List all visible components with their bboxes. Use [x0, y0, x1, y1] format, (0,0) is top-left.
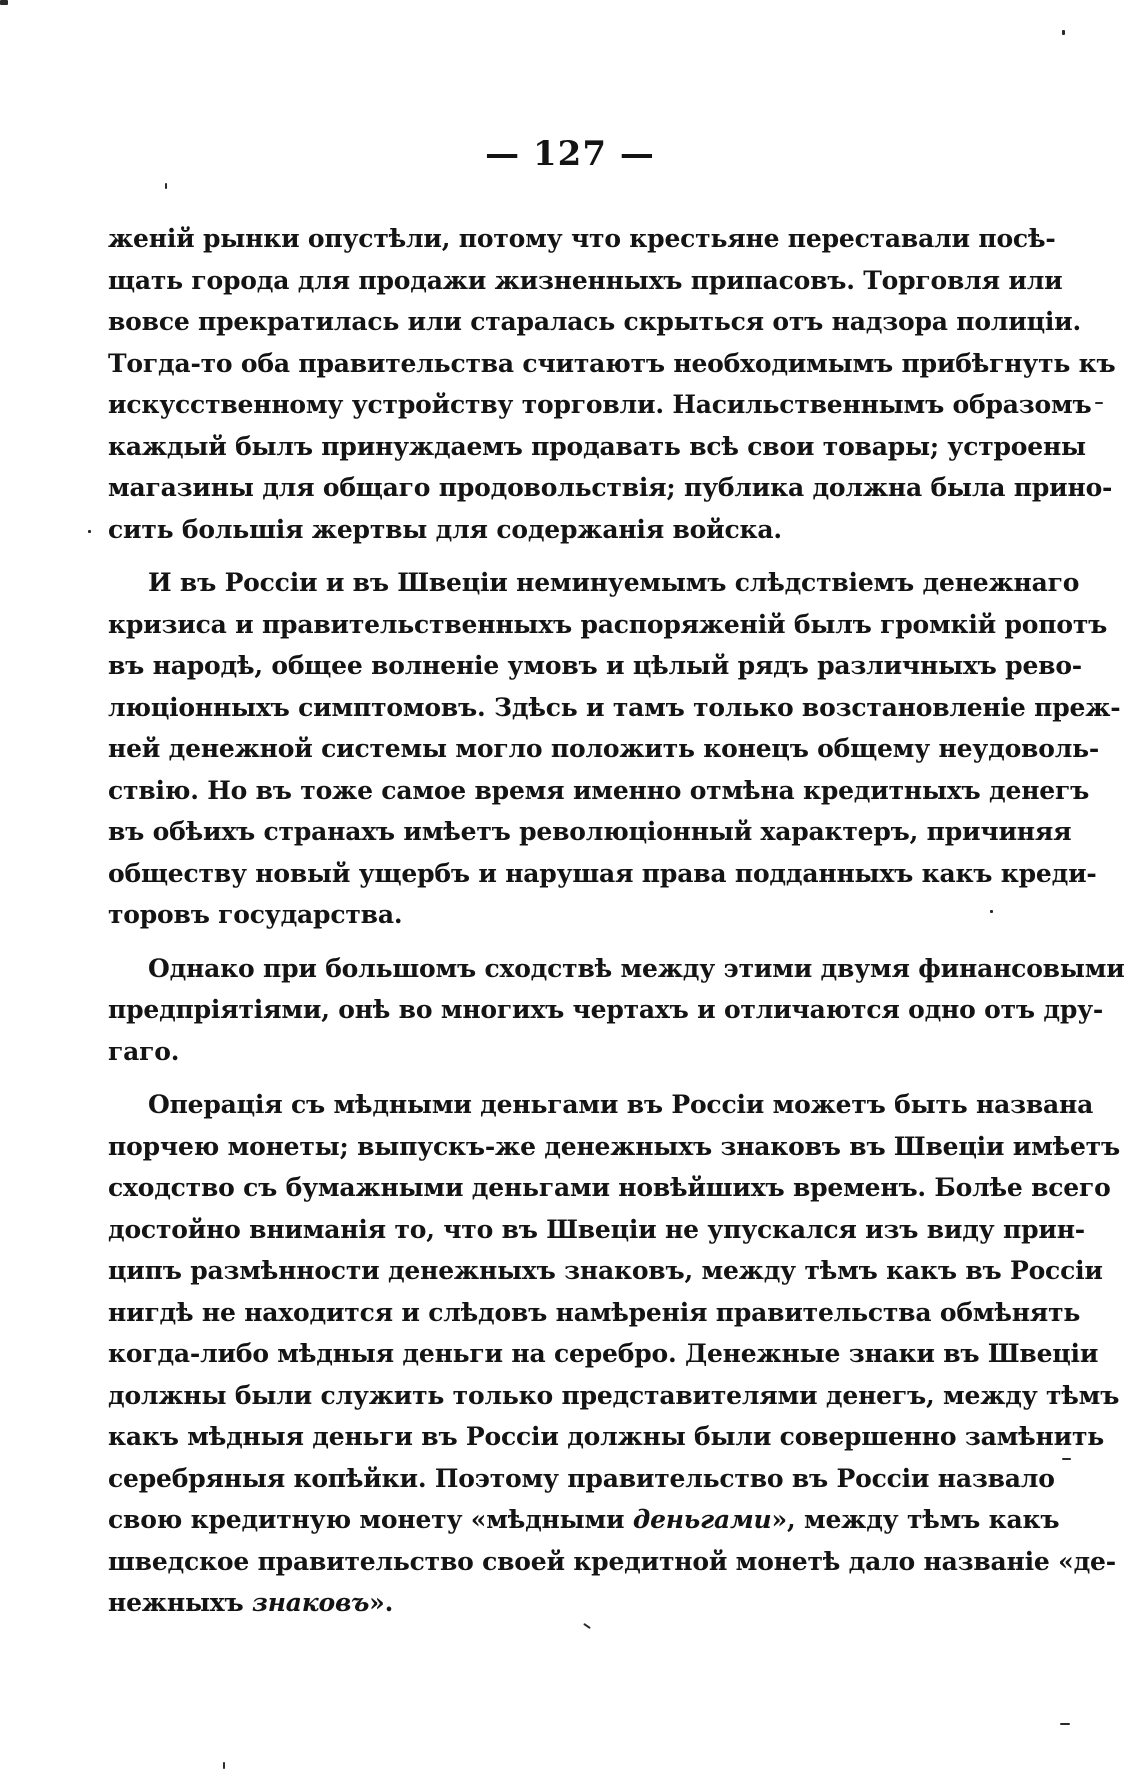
italic-word: знаковъ: [252, 1588, 370, 1617]
body-text: [108, 218, 1125, 1624]
text-line: Тогда-то оба правительства считаютъ необходимымъ прибѣгнуть къ: [108, 348, 1116, 378]
scan-speck: [165, 183, 167, 189]
scan-speck: [990, 910, 993, 913]
text-line: Однако при большомъ сходствѣ между этими двумя финансовыми: [148, 953, 1125, 983]
text-line: шведское правительство своей кредитной монетѣ дало названіе «де-: [108, 1546, 1116, 1576]
scan-speck: [1062, 1458, 1071, 1460]
scan-speck: [1062, 30, 1065, 35]
text-line: должны были служить только представителями денегъ, между тѣмъ: [108, 1380, 1120, 1410]
paragraph-2: [108, 562, 1121, 936]
text-line: магазины для общаго продовольствія; публика должна была прино-: [108, 473, 1113, 502]
paragraph-1: [108, 218, 1116, 550]
text-line: порчею монеты; выпускъ-же денежныхъ знаковъ въ Швеціи имѣетъ: [108, 1131, 1120, 1161]
scan-speck: [0, 0, 8, 5]
text-line: [108, 1499, 1060, 1541]
text-run: », между тѣмъ какъ: [771, 1505, 1060, 1534]
scan-speck: [223, 1762, 225, 1769]
text-run: свою кредитную монету «мѣдными: [108, 1505, 633, 1534]
text-line: какъ мѣдныя деньги въ Россіи должны были совершенно замѣнить: [108, 1422, 1105, 1451]
text-line: вовсе прекратилась или старалась скрыться отъ надзора полиціи.: [108, 307, 1081, 336]
text-line: каждый былъ принуждаемъ продавать всѣ свои товары; устроены: [108, 431, 1086, 461]
text-line: въ обѣихъ странахъ имѣетъ революціонный характеръ, причиняя: [108, 817, 1072, 846]
text-line: ципъ размѣнности денежныхъ знаковъ, между тѣмъ какъ въ Россіи: [108, 1256, 1103, 1285]
text-line: женій рынки опустѣли, потому что крестьяне переставали посѣ-: [108, 224, 1056, 253]
paragraph-3: [108, 948, 1125, 1073]
scan-speck: [88, 530, 91, 533]
text-line: Операція съ мѣдными деньгами въ Россіи можетъ быть названа: [148, 1090, 1094, 1119]
text-line: въ народѣ, общее волненіе умовъ и цѣлый рядъ различныхъ рево-: [108, 651, 1082, 680]
text-line: люціонныхъ симптомовъ. Здѣсь и тамъ только возстановленіе преж-: [108, 692, 1121, 722]
text-line: сить большія жертвы для содержанія войска.: [108, 514, 782, 544]
text-line: предпріятіями, онѣ во многихъ чертахъ и отличаются одно отъ дру-: [108, 995, 1104, 1024]
text-line: кризиса и правительственныхъ распоряженій былъ громкій ропотъ: [108, 609, 1108, 639]
page-number: — 127 —: [485, 134, 655, 174]
text-line: серебряныя копѣйки. Поэтому правительство въ Россіи назвало: [108, 1463, 1055, 1493]
text-line: нигдѣ не находится и слѣдовъ намѣренія правительства обмѣнять: [108, 1297, 1081, 1327]
scan-speck: [583, 1623, 591, 1629]
text-line: торовъ государства.: [108, 900, 403, 929]
text-line: когда-либо мѣдныя деньги на серебро. Денежные знаки въ Швеціи: [108, 1339, 1099, 1368]
text-line: щать города для продажи жизненныхъ припасовъ. Торговля или: [108, 265, 1063, 295]
paragraph-4: [108, 1084, 1120, 1624]
scan-speck: [1095, 402, 1103, 404]
italic-word: деньгами: [632, 1505, 772, 1534]
text-line: гаго.: [108, 1036, 180, 1066]
text-line: искусственному устройству торговли. Насильственнымъ образомъ: [108, 390, 1092, 419]
text-line: [108, 1582, 970, 1624]
text-line: И въ Россіи и въ Швеціи неминуемымъ слѣдствіемъ денежнаго: [148, 568, 1080, 597]
text-line: сходство съ бумажными деньгами новѣйшихъ временъ. Болѣе всего: [108, 1173, 1111, 1202]
text-line: ней денежной системы могло положить конецъ общему неудоволь-: [108, 734, 1100, 763]
text-run: ».: [369, 1588, 394, 1617]
text-run: нежныхъ: [108, 1588, 252, 1617]
text-line: ствію. Но въ тоже самое время именно отмѣна кредитныхъ денегъ: [108, 775, 1090, 805]
scan-speck: [1060, 1723, 1070, 1725]
text-line: обществу новый ущербъ и нарушая права подданныхъ какъ креди-: [108, 858, 1097, 888]
text-line: достойно вниманія то, что въ Швеціи не упускался изъ виду прин-: [108, 1214, 1085, 1244]
